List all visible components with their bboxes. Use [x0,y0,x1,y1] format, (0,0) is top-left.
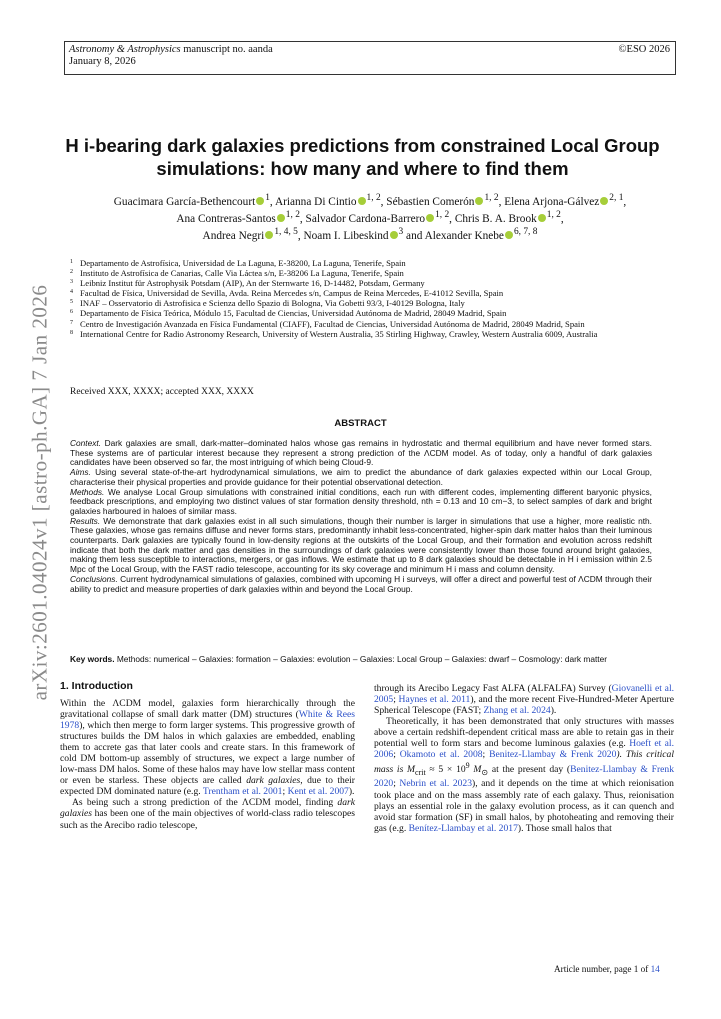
author-name[interactable]: Guacimara García-Bethencourt [113,195,256,208]
author-affil-sup: 1, 2 [435,209,450,220]
author-sep: , [560,212,564,225]
intro-paragraph-1 [60,698,355,797]
abstract-aims [70,468,652,487]
keywords [70,655,652,665]
affiliation-text: International Centre for Radio Astronomy Research, University of Western Australia, 35 Stirling Highway, Crawley, Western Australia 6009, Australia [80,328,598,339]
affiliation-number: 8 [70,329,73,336]
affiliation-item [70,288,650,298]
title-line-2: simulations: how many and where to find them [156,158,569,179]
citation-link[interactable]: Kent et al. 2007 [287,786,349,798]
author-name[interactable]: Andrea Negri [202,229,265,242]
orcid-icon[interactable] [475,197,483,205]
author-list [60,192,680,243]
orcid-icon[interactable] [426,214,434,222]
text-run: ). Those small halos that [517,822,612,834]
author-sep: and [403,229,425,242]
context-text: Dark galaxies are small, dark-matter–dominated halos whose gas remains in hydrostatic and thermal equilibrium and have never formed stars. These systems are of particular interest because they represent a strong prediction of the ΛCDM model. As of today, only a handful of dark galaxies candidates have been observed so far, the most intriguing of which being Cloud-9. [70,438,652,468]
text-run: As being such a strong prediction of the ΛCDM model, finding [72,797,338,809]
text-run: Within the ΛCDM model, galaxies form hierarchically through the gravitational collapse of small dark matter (DM) structures ( [60,698,355,721]
keywords-text: Methods: numerical – Galaxies: formation – Galaxies: evolution – Galaxies: Local Group – Galaxies: dwarf – Cosmology: dark matter [114,654,608,664]
affiliation-number: 2 [70,269,73,276]
author-sep: , [623,195,627,208]
running-header [64,41,676,75]
author-affil-sup: 6, 7, 8 [513,226,538,237]
conclusions-label: Conclusions. [70,573,118,584]
affiliation-item [70,329,650,339]
text-run: ; [393,749,400,761]
affiliation-item [70,258,650,268]
author-name[interactable]: Alexander Knebe [424,229,504,242]
text-run: crit [415,768,426,778]
affiliation-item [70,278,650,288]
author-name[interactable]: Ana Contreras-Santos [176,212,276,225]
affiliation-number: 3 [70,279,73,286]
text-run: ; [482,749,490,761]
results-label: Results. [70,515,101,526]
keywords-label: Key words. [70,654,115,664]
author-name[interactable]: Noam I. Libeskind [303,229,389,242]
section-heading: 1. Introduction [60,680,133,692]
methods-text: We analyse Local Group simulations with constrained initial conditions, each run with different codes, implementing different baryonic physics, feedback prescriptions, and employing two distinct values of star formation density threshold, nth = 0.13 and 10 cm−3, to select samples of dark and bright galaxies harboured in haloes of similar mass. [70,486,652,516]
text-run: ; [393,778,400,790]
citation-link[interactable]: Benitez-Llambay & Frenk 2020 [489,749,617,761]
affiliation-item [70,268,650,278]
citation-link[interactable]: White & Rees 1978 [60,709,355,732]
author-name[interactable]: Arianna Di Cintio [274,195,357,208]
right-column [374,683,674,834]
author-affil-sup: 3 [398,226,404,237]
manuscript-label: manuscript no. aanda [180,44,273,55]
text-run: dark galaxies [60,797,355,820]
text-run: ⊙ [481,768,489,778]
author-sep: , [297,229,304,242]
author-line-2 [60,209,680,226]
affiliation-text: Instituto de Astrofísica de Canarias, Calle Via Láctea s/n, E-38206 La Laguna, Tenerife, Spain [80,268,404,279]
total-pages-link[interactable]: 14 [650,964,660,974]
aims-label: Aims. [70,467,91,478]
text-run: M [469,764,482,776]
author-name[interactable]: Salvador Cardona-Barrero [305,212,426,225]
copyright: ©ESO 2026 [618,44,670,55]
conclusions-text: Current hydrodynamical simulations of galaxies, combined with upcoming H i surveys, will offer a direct and powerful test of ΛCDM through their ability to predict and measure properties of dark galaxies within and beyond the Local Group. [70,573,652,594]
citation-link[interactable]: Haynes et al. 2011 [398,694,471,706]
intro-paragraph-3 [374,683,674,716]
citation-link[interactable]: Okamoto et al. 2008 [399,749,483,761]
affiliation-number: 1 [70,259,73,265]
text-run: Theoretically, it has been demonstrated that only structures with masses above a certain redshift-dependent critical mass are able to retain gas in their potential well to form stars and become luminous galaxies (e.g. [374,716,674,750]
title-line-1: H i-bearing dark galaxies predictions from constrained Local Group [65,135,660,156]
affiliation-number: 4 [70,289,73,296]
journal-name: Astronomy & Astrophysics [69,44,181,55]
author-line-3 [60,226,680,243]
left-column [60,698,355,831]
author-affil-sup: 1 [265,193,270,203]
footer-text: Article number, page 1 of [554,964,651,974]
text-run: ), which then merge to form larger systems. This progressive growth of structures builds the DM halos in which galaxies are embedded, enabling them to accrete gas that later cools and create stars. In this framework of cold DM bottom-up assembly of structures, we expect a large number of low-mass DM halos. Some of these halos may have low stellar mass content or even be starless. These objects are called [60,720,355,787]
results-text: We demonstrate that dark galaxies exist in all such simulations, though their number is larger in simulations that use a higher, more realistic nth. These galaxies, whose gas remains diffuse and never forms stars, predominantly inhabit less-concentrated, higher-spin dark matter halos than their luminous counterparts. Dark galaxies are typically found in low-density regions at the outskirts of the Local Group, and their formation and evolution across redshift indicate that both the dark matter and gas densities in the surroundings of dark galaxies were consistently lower than those found around bright galaxies, making them less susceptible to interactions, mergers, or gas inflows. We estimate that up to 8 dark galaxies should be detectable in H i emission within 2.5 Mpc of the Local Group, with the FAST radio telescope, accounting for its sky coverage and minimum H i mass and column density. [70,515,652,575]
citation-link[interactable]: Trentham et al. 2001 [202,786,283,798]
intro-paragraph-2 [60,797,355,830]
citation-link[interactable]: Benítez-Llambay et al. 2017 [408,822,518,834]
arxiv-stamp[interactable]: arXiv:2601.04024v1 [astro-ph.GA] 7 Jan 2026 [27,284,52,701]
text-run: ), and it depends on the time at which reionisation took place and on the mass assembly rate of each galaxy. Thus, reionisation plays an essential role in the galaxy evolution process, as it can quench and avoid star formation (SF) in small halos, by photoheating and removing their gas (e.g. [374,778,674,834]
citation-link[interactable]: Nebrin et al. 2023 [399,778,473,790]
page-footer [554,964,660,974]
affiliation-text: INAF – Osservatorio di Astrofisica e Scienza dello Spazio di Bologna, Via Gobetti 93/3, I-40129 Bologna, Italy [80,298,465,309]
affiliation-text: Leibniz Institut für Astrophysik Potsdam (AIP), An der Sternwarte 16, D-14482, Potsdam, Germany [80,278,425,289]
text-run: ). [348,786,355,798]
affiliation-text: Facultad de Física, Universidad de Sevilla, Avda. Reina Mercedes s/n, Campus de Reina Mercedes, E-41012 Sevilla, Spain [80,288,504,299]
orcid-icon[interactable] [538,214,546,222]
orcid-icon[interactable] [505,231,513,239]
context-label: Context. [70,438,102,448]
abstract-heading: ABSTRACT [334,418,387,429]
text-run: ), and the more recent Five-Hundred-Meter Aperture Spherical Telescope (FAST; [374,694,674,717]
methods-label: Methods. [70,486,105,497]
author-affil-sup: 1, 4, 5 [274,226,298,237]
text-run: ; [393,694,399,706]
text-run: dark galaxies [246,775,301,787]
author-affil-sup: 1, 2 [285,209,300,220]
author-sep: , [380,195,387,208]
author-name[interactable]: Chris B. A. Brook [454,212,537,225]
orcid-icon[interactable] [256,197,264,205]
text-run: ≈ 5 × 10 [425,764,466,776]
affiliation-text: Departamento de Astrofísica, Universidad de La Laguna, E-38200, La Laguna, Tenerife, Spain [80,258,406,268]
orcid-icon[interactable] [390,231,398,239]
text-run: ). [550,705,557,717]
author-sep: , [498,195,505,208]
author-sep: , [449,212,455,225]
citation-link[interactable]: Giovanelli et al. 2005 [374,683,675,706]
abstract-body [70,439,652,594]
text-run: , due to their expected DM dominated nature (e.g. [60,775,355,798]
abstract-methods [70,488,652,517]
affiliation-number: 5 [70,299,73,306]
orcid-icon[interactable] [358,197,366,205]
orcid-icon[interactable] [600,197,608,205]
affiliation-list [70,258,650,339]
author-affil-sup: 2, 1 [609,193,624,203]
orcid-icon[interactable] [277,214,285,222]
aims-text: Using several state-of-the-art hydrodynamical simulations, we aim to predict the abundance of dark galaxies expected within our Local Group, characterise their physical properties and provide guidance for their potential observational detection. [70,467,652,487]
affiliation-text: Centro de Investigación Avanzada en Física Fundamental (CIAFF), Facultad de Ciencias, Universidad Autónoma de Madrid, 28049 Madrid, Spain [80,318,585,329]
citation-link[interactable]: Zhang et al. 2024 [483,705,551,717]
text-run: at the present day ( [488,764,571,776]
citation-link[interactable]: Hoeft et al. 2006 [374,738,674,761]
author-name[interactable]: Sébastien Comerón [386,195,475,208]
author-sep: , [269,195,275,208]
paper-title [40,134,685,180]
received-line: Received XXX, XXXX; accepted XXX, XXXX [70,387,254,397]
affiliation-item [70,319,650,329]
affiliation-text: Departamento de Física Teórica, Módulo 15, Facultad de Ciencias, Universidad Autónoma de Madrid, 28049 Madrid, Spain [80,308,507,319]
author-sep: , [299,212,306,225]
abstract-conclusions [70,575,652,594]
text-run: ; [282,786,288,798]
affiliation-item [70,298,650,308]
text-run: has been one of the main objectives of world-class radio telescopes such as the Arecibo radio telescope, [60,808,355,831]
header-left [69,44,273,68]
author-name[interactable]: Elena Arjona-Gálvez [504,195,600,208]
abstract-results [70,517,652,575]
author-affil-sup: 1, 2 [484,193,499,203]
text-run: through its Arecibo Legacy Fast ALFA (ALFALFA) Survey ( [374,683,612,694]
text-run: 9 [465,761,470,771]
affiliation-number: 7 [70,319,73,326]
author-line-1 [60,192,680,209]
affiliation-item [70,308,650,318]
author-affil-sup: 1, 2 [546,209,561,220]
text-run: ). This critical mass is M [374,749,674,776]
intro-paragraph-4 [374,716,674,834]
orcid-icon[interactable] [265,231,273,239]
affiliation-number: 6 [70,309,73,316]
header-date: January 8, 2026 [69,56,136,67]
citation-link[interactable]: Benitez-Llambay & Frenk 2020 [374,764,674,790]
abstract-context [70,439,652,468]
author-affil-sup: 1, 2 [366,193,381,203]
